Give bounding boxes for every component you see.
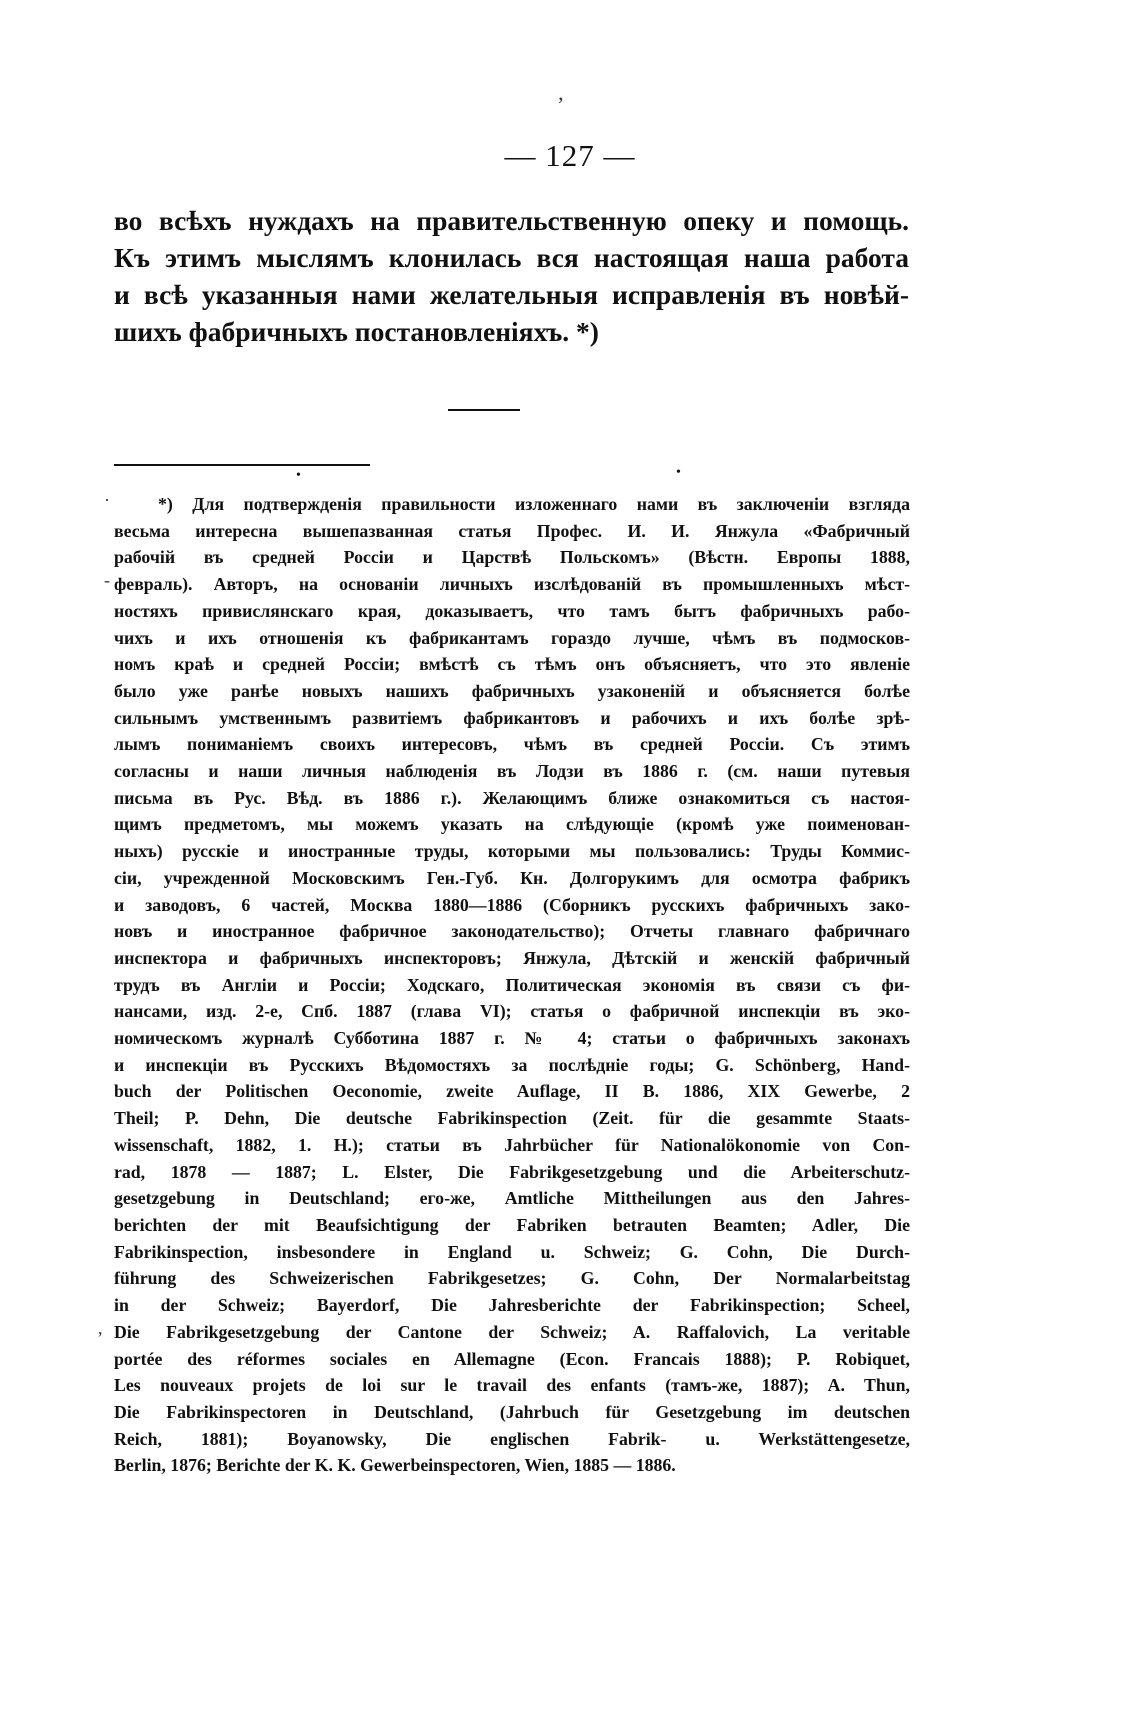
footnote-line: лымъ пониманіемъ своихъ интересовъ, чѣмъ въ средней Россіи. Съ этимъ <box>114 734 910 755</box>
footnote-line: ностяхъ привислянскаго края, доказываетъ, что тамъ бытъ фабричныхъ рабо- <box>114 600 910 621</box>
section-separator <box>448 409 520 411</box>
scan-mark: ‚ <box>557 80 565 105</box>
footnote-line: Theil; P. Dehn, Die deutsche Fabrikinspection (Zeit. für die gesammte Staats- <box>114 1108 910 1129</box>
footnote-line: Les nouveaux projets de loi sur le travail des enfants (тамъ-же, 1887); A. Thun, <box>114 1375 910 1396</box>
footnote-line: весьма интересна вышепазванная статья Профес. И. И. Янжула «Фабричный <box>114 520 910 541</box>
main-text <box>114 202 909 350</box>
footnote-line: Fabrikinspection, insbesondere in England u. Schweiz; G. Cohn, Die Durch- <box>114 1241 910 1262</box>
main-text-line: и всѣ указанныя нами желательныя исправленія въ новѣй- <box>114 279 909 310</box>
footnote-line: сіи, учрежденной Московскимъ Ген.-Губ. Кн. Долгорукимъ для осмотра фабрикъ <box>114 867 910 888</box>
footnote-line: рабочій въ средней Россіи и Царствѣ Польскомъ» (Вѣстн. Европы 1888, <box>114 547 910 568</box>
footnote-line: инспектора и фабричныхъ инспекторовъ; Янжула, Дѣтскій и женскій фабричный <box>114 947 910 968</box>
scan-dot: • <box>676 465 681 480</box>
footnote-line: rad, 1878 — 1887; L. Elster, Die Fabrikgesetzgebung und die Arbeiterschutz- <box>114 1161 910 1182</box>
footnote-line: новъ и иностранное фабричное законодательство); Отчеты главнаго фабричнаго <box>114 921 910 942</box>
footnote-line: *) Для подтвержденія правильности изложеннаго нами въ заключеніи взгляда <box>158 494 910 514</box>
footnote-line: portée des réformes sociales en Allemagne (Econ. Francais 1888); P. Robiquet, <box>114 1348 910 1369</box>
footnote-line: трудъ въ Англіи и Россіи; Ходскаго, Политическая экономія въ связи съ фи- <box>114 974 910 995</box>
footnote-line: in der Schweiz; Bayerdorf, Die Jahresberichte der Fabrikinspection; Scheel, <box>114 1295 910 1316</box>
footnote-line: и заводовъ, 6 частей, Москва 1880—1886 (Сборникъ русскихъ фабричныхъ зако- <box>114 894 910 915</box>
footnote <box>114 491 910 1479</box>
footnote-line: было уже ранѣе новыхъ нашихъ фабричныхъ узаконеній и объясняется болѣе <box>114 680 910 701</box>
footnote-line: сильнымъ умственнымъ развитіемъ фабрикантовъ и рабочихъ и ихъ болѣе зрѣ- <box>114 707 910 728</box>
footnote-line: согласны и наши личныя наблюденія въ Лодзи въ 1886 г. (см. наши путевыя <box>114 761 910 782</box>
footnote-line: ныхъ) русскіе и иностранные труды, которыми мы пользовались: Труды Коммис- <box>114 841 910 862</box>
footnote-line: führung des Schweizerischen Fabrikgesetzes; G. Cohn, Der Normalarbeitstag <box>114 1268 910 1289</box>
footnote-line: чихъ и ихъ отношенія къ фабрикантамъ гораздо лучше, чѣмъ въ подмосков- <box>114 627 910 648</box>
footnote-line: номъ краѣ и средней Россіи; вмѣстѣ съ тѣмъ онъ объясняетъ, что это явленіе <box>114 654 910 675</box>
footnote-line: номическомъ журналѣ Субботина 1887 г. № 4; статьи о фабричныхъ законахъ <box>114 1028 910 1049</box>
main-text-line: шихъ фабричныхъ постановленіяхъ. *) <box>114 316 599 347</box>
footnote-line: buch der Politischen Oeconomie, zweite Auflage, II B. 1886, XIX Gewerbe, 2 <box>114 1081 910 1102</box>
main-text-line: во всѣхъ нуждахъ на правительственную опеку и помощь. <box>114 205 909 236</box>
footnote-line: Reich, 1881); Boyanowsky, Die englischen Fabrik- u. Werkstättengesetze, <box>114 1428 910 1449</box>
footnote-line: щимъ предметомъ, мы можемъ указать на слѣдующіе (кромѣ уже поименован- <box>114 814 910 835</box>
footnote-line: письма въ Рус. Вѣд. въ 1886 г.). Желающимъ ближе ознакомиться съ настоя- <box>114 787 910 808</box>
footnote-line: Die Fabrikinspectoren in Deutschland, (Jahrbuch für Gesetzgebung im deutschen <box>114 1401 910 1422</box>
page-number: — 127 — <box>504 138 636 173</box>
footnote-line: gesetzgebung in Deutschland; его-же, Amtliche Mittheilungen aus den Jahres- <box>114 1188 910 1209</box>
footnote-line: wissenschaft, 1882, 1. H.); статьи въ Jahrbücher für Nationalökonomie von Con- <box>114 1134 910 1155</box>
scan-mark: - <box>104 570 110 590</box>
footnote-line: и инспекціи въ Русскихъ Вѣдомостяхъ за послѣдніе годы; G. Schönberg, Hand- <box>114 1054 910 1075</box>
footnote-line: berichten der mit Beaufsichtigung der Fabriken betrauten Beamten; Adler, Die <box>114 1214 910 1235</box>
main-text-line: Къ этимъ мыслямъ клонилась вся настоящая наша работа <box>114 242 909 273</box>
footnote-line: Berlin, 1876; Berichte der K. K. Gewerbeinspectoren, Wien, 1885 — 1886. <box>114 1455 676 1476</box>
scan-mark: , <box>98 1318 103 1338</box>
footnote-line: февраль). Авторъ, на основаніи личныхъ изслѣдованій въ промышленныхъ мѣст- <box>114 574 910 595</box>
scan-mark: · <box>104 490 110 510</box>
footnote-line: Die Fabrikgesetzgebung der Cantone der Schweiz; A. Raffalovich, La veritable <box>114 1321 910 1342</box>
scan-dot: • <box>296 468 301 483</box>
footnote-rule <box>114 464 370 466</box>
footnote-line: нансами, изд. 2-е, Спб. 1887 (глава VI); статья о фабричной инспекціи въ эко- <box>114 1001 910 1022</box>
